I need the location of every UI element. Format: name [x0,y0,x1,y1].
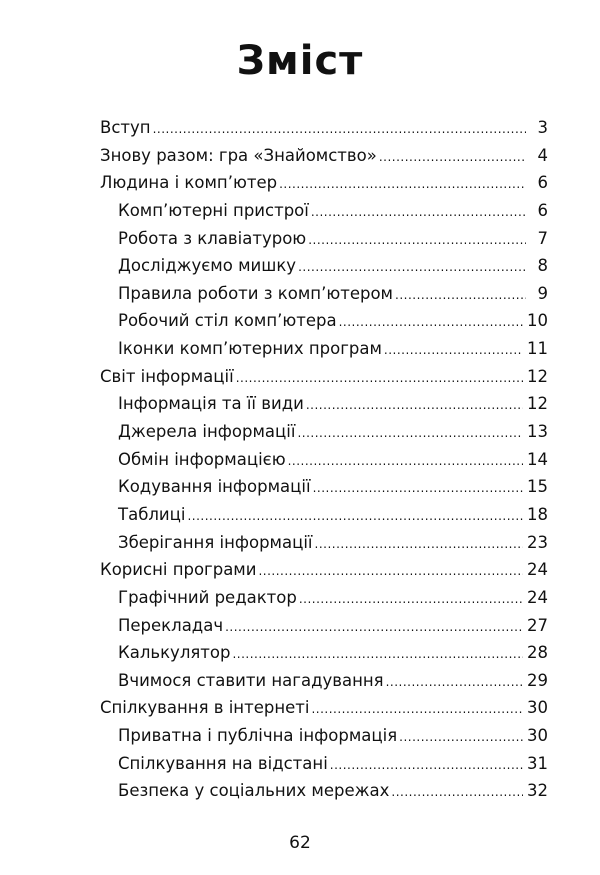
toc-entry-label: Спілкування в інтернеті [100,698,310,718]
toc-entry[interactable] [0,142,600,170]
toc-entry[interactable] [0,363,600,391]
toc-subentry[interactable] [0,501,600,529]
toc-subentry[interactable] [0,225,600,253]
toc-subentry[interactable] [0,612,600,640]
toc-entry[interactable] [0,169,600,197]
toc-entry-page: 31 [527,753,548,773]
toc-entry-page: 12 [527,394,548,414]
toc-entry-label: Обмін інформацією [118,449,286,469]
toc-entry-page: 30 [527,698,548,718]
toc-entry-page: 11 [527,339,548,359]
dot-leader [187,503,523,531]
dot-leader [299,586,523,614]
toc-entry-label: Правила роботи з комп’ютером [118,283,393,303]
toc-entry-label: Безпека у соціальних мережах [118,781,390,801]
toc-entry-page: 6 [537,200,548,220]
toc-entry-label: Робота з клавіатурою [118,228,307,248]
dot-leader [306,392,523,420]
toc-entry-page: 4 [537,145,548,165]
toc-entry-label: Зберігання інформації [118,532,313,552]
toc-entry-page: 29 [527,670,548,690]
dot-leader [236,365,523,393]
toc-entry-page: 14 [527,449,548,469]
toc-subentry[interactable] [0,584,600,612]
dot-leader [311,696,523,724]
toc-subentry[interactable] [0,418,600,446]
toc-entry-label: Вчимося ставити нагадування [118,670,384,690]
toc-entry-page: 30 [527,726,548,746]
toc-subentry[interactable] [0,750,600,778]
toc-subentry[interactable] [0,335,600,363]
toc-entry-label: Вступ [100,118,151,137]
dot-leader [315,531,524,559]
toc-entry-page: 24 [527,560,548,580]
toc-entry-page: 23 [527,532,548,552]
toc-entry-label: Джерела інформації [118,422,296,442]
dot-leader [298,254,526,282]
dot-leader [391,779,523,807]
dot-leader [339,309,523,337]
dot-leader [384,337,523,365]
toc-entry-label: Інформація та її види [118,394,304,414]
toc-entry-label: Графічний редактор [118,587,297,607]
toc-subentry[interactable] [0,639,600,667]
dot-leader [330,752,523,780]
dot-leader [279,171,526,199]
dot-leader [297,420,523,448]
toc-entry-page: 18 [527,504,548,524]
toc-subentry[interactable] [0,722,600,750]
toc-entry-label: Світ інформації [100,366,234,386]
toc-entry-page: 7 [537,228,548,248]
dot-leader [386,669,523,697]
toc-subentry[interactable] [0,667,600,695]
toc-subentry[interactable] [0,307,600,335]
toc-entry-page: 8 [537,256,548,276]
dot-leader [308,227,526,255]
toc-entry-page: 13 [527,422,548,442]
toc-entry-page: 32 [527,781,548,801]
toc-entry-page: 27 [527,615,548,635]
toc-entry-label: Спілкування на відстані [118,753,328,773]
toc-entry-page: 10 [527,311,548,331]
toc-entry[interactable] [0,114,600,142]
toc-entry-label: Приватна і публічна інформація [118,726,398,746]
toc-entry-page: 28 [527,643,548,663]
toc-entry[interactable] [0,556,600,584]
toc-entry-label: Людина і комп’ютер [100,173,278,193]
toc-entry-label: Таблиці [118,504,186,524]
toc-entry-label: Досліджуємо мишку [118,256,297,276]
toc-subentry[interactable] [0,529,600,557]
dot-leader [395,282,526,310]
toc-subentry[interactable] [0,777,600,805]
toc-entry-label: Іконки комп’ютерних програм [118,339,382,359]
dot-leader [313,475,523,503]
toc-subentry[interactable] [0,473,600,501]
toc-subentry[interactable] [0,280,600,308]
toc-entry-label: Корисні програми [100,560,257,580]
dot-leader [399,724,523,752]
page-number: 62 [289,833,311,853]
dot-leader [288,448,523,476]
toc-entry-label: Кодування інформації [118,477,311,497]
dot-leader [258,558,523,586]
toc-subentry[interactable] [0,446,600,474]
toc-entry-page: 24 [527,587,548,607]
toc-entry-label: Робочий стіл комп’ютера [118,311,337,331]
toc-entry-label: Знову разом: гра «Знайомство» [100,145,377,165]
dot-leader [232,641,523,669]
toc-entry-label: Комп’ютерні пристрої [118,200,309,220]
dot-leader [311,199,526,227]
toc-subentry[interactable] [0,390,600,418]
toc-subentry[interactable] [0,197,600,225]
toc-entry-page: 3 [537,118,548,137]
toc-entry-page: 15 [527,477,548,497]
toc-entry-page: 9 [537,283,548,303]
toc-entry-label: Калькулятор [118,643,231,663]
table-of-contents [0,114,600,805]
toc-entry-page: 12 [527,366,548,386]
toc-entry-page: 6 [537,173,548,193]
dot-leader [379,144,526,172]
dot-leader [153,116,526,144]
dot-leader [225,614,523,642]
toc-entry[interactable] [0,694,600,722]
page-title: Зміст [236,38,364,84]
toc-entry-label: Перекладач [118,615,224,635]
toc-subentry[interactable] [0,252,600,280]
